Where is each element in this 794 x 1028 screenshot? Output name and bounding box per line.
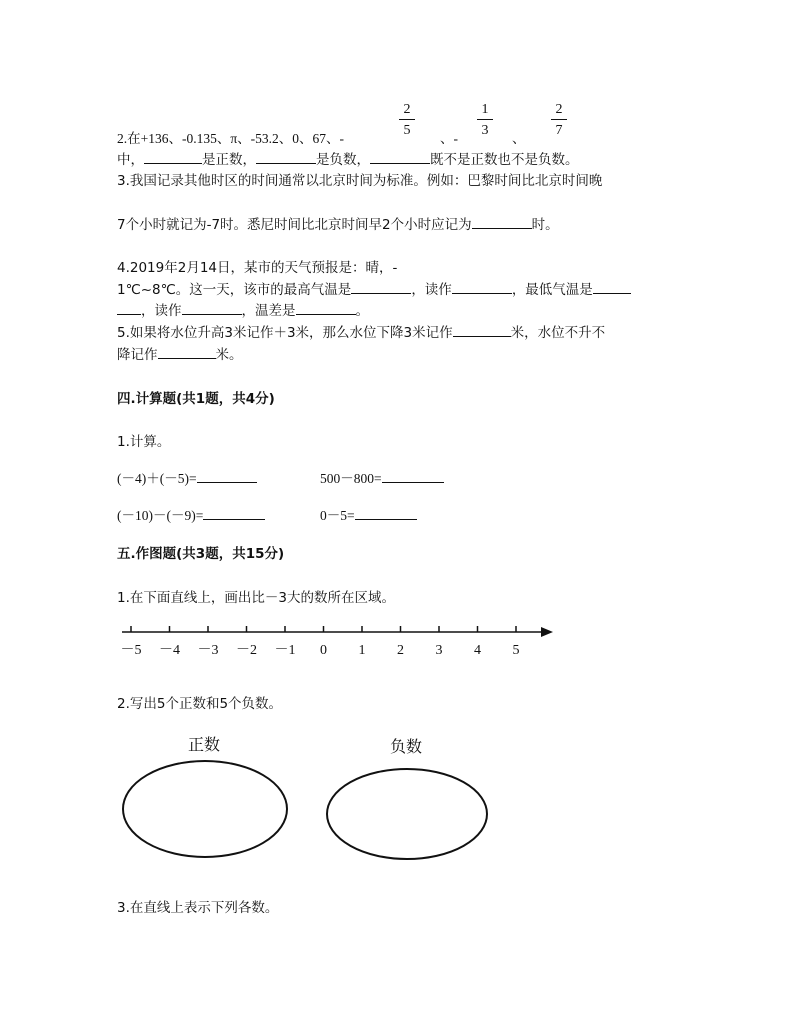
answer-blank-unchanged[interactable] — [158, 346, 216, 359]
q2-number-list: 2.在+136、-0.135、π、-53.2、0、67、- — [117, 131, 345, 146]
q3-line2 — [117, 216, 559, 234]
q2-text: 是正数， — [202, 152, 256, 168]
number-line[interactable] — [115, 620, 565, 665]
q4-text: ，读作 — [141, 303, 182, 319]
answer-blank-drop[interactable] — [453, 324, 511, 337]
positive-label: 正数 — [188, 735, 221, 754]
calc-expr-2 — [320, 470, 444, 488]
section5-q1: 1.在下面直线上，画出比－3大的数所在区域。 — [117, 590, 395, 606]
q5-line2 — [117, 346, 243, 364]
section5-heading: 五.作图题(共3题，共15分) — [117, 546, 285, 562]
number-line-tick-label: 0 — [320, 643, 327, 658]
fraction-numerator: 2 — [555, 102, 563, 117]
section4-heading: 四.计算题(共1题，共4分) — [117, 391, 275, 407]
answer-blank-low-read[interactable] — [182, 302, 242, 315]
answer-blank-sydney[interactable] — [472, 216, 532, 229]
answer-blank-calc-3[interactable] — [203, 507, 265, 520]
fraction-bar — [477, 119, 493, 120]
q4-text: 。 — [355, 303, 369, 319]
q2-sep1: 、- — [440, 131, 458, 146]
tick-group — [121, 626, 520, 658]
answer-blank-calc-4[interactable] — [355, 507, 417, 520]
answer-blank-low-temp[interactable] — [593, 281, 631, 294]
q3-text: 7个小时就记为-7时。悉尼时间比北京时间早2个小时应记为 — [117, 217, 472, 233]
number-line-tick-label: 5 — [512, 643, 520, 658]
number-line-tick-label: 2 — [397, 643, 404, 658]
q2-line1 — [117, 130, 344, 148]
expr-text: (－10)－(－9)= — [117, 508, 204, 523]
q2-sep2: 、 — [512, 131, 526, 146]
section4-q1: 1.计算。 — [117, 434, 171, 450]
fraction-denominator: 7 — [555, 123, 563, 138]
fraction-bar — [399, 119, 415, 120]
fraction-denominator: 3 — [481, 123, 489, 138]
number-line-tick-label: －3 — [197, 643, 219, 658]
q4-text: ，读作 — [411, 282, 452, 298]
number-line-tick-label: －5 — [120, 643, 142, 658]
q5-line1 — [117, 324, 605, 342]
number-line-tick-label: 3 — [435, 643, 443, 658]
fraction-numerator: 2 — [403, 102, 411, 117]
q4-text: ，最低气温是 — [511, 282, 593, 298]
answer-blank-neither[interactable] — [370, 151, 430, 164]
q4-line2 — [117, 281, 631, 299]
calc-expr-4 — [320, 507, 417, 525]
section5-q3: 3.在直线上表示下列各数。 — [117, 900, 279, 916]
number-line-tick-label: －2 — [236, 643, 257, 658]
expr-text: 500－800= — [320, 471, 382, 486]
section5-q2: 2.写出5个正数和5个负数。 — [117, 696, 283, 712]
answer-blank-calc-1[interactable] — [197, 470, 257, 483]
calc-expr-3 — [117, 507, 265, 525]
calc-expr-1 — [117, 470, 257, 488]
number-line-tick-label: －1 — [274, 643, 296, 658]
q4-text: ，温差是 — [241, 303, 296, 319]
answer-blank-temp-diff[interactable] — [296, 302, 356, 315]
q5-text: 米，水位不升不 — [510, 325, 606, 341]
fraction-denominator: 5 — [403, 123, 411, 138]
answer-blank-negative[interactable] — [256, 151, 316, 164]
negative-ellipse[interactable] — [325, 767, 495, 865]
answer-blank-low-temp-cont[interactable] — [117, 302, 141, 315]
expr-text: 0－5= — [320, 508, 355, 523]
fraction-bar — [551, 119, 567, 120]
q3-line1: 3.我国记录其他时区的时间通常以北京时间为标准。例如：巴黎时间比北京时间晚 — [117, 173, 603, 189]
q2-text: 既不是正数也不是负数。 — [430, 152, 579, 168]
number-line-tick-label: －4 — [159, 643, 180, 658]
answer-blank-high-read[interactable] — [452, 281, 512, 294]
number-line-tick-label: 4 — [474, 643, 481, 658]
arrow-right-icon — [541, 627, 553, 637]
fraction-numerator: 1 — [481, 102, 489, 117]
q2-line2 — [117, 151, 579, 169]
q2-text: 中， — [117, 152, 144, 168]
q5-text: 米。 — [215, 347, 243, 363]
positive-ellipse[interactable] — [121, 759, 291, 861]
fraction-two-fifths — [399, 102, 415, 138]
expr-text: (－4)＋(－5)= — [117, 471, 197, 486]
answer-blank-positive[interactable] — [144, 151, 202, 164]
negative-label: 负数 — [390, 737, 423, 756]
q3-text: 时。 — [531, 217, 559, 233]
q5-text: 5.如果将水位升高3米记作＋3米，那么水位下降3米记作 — [117, 325, 453, 341]
answer-blank-calc-2[interactable] — [382, 470, 444, 483]
fraction-two-sevenths — [551, 102, 567, 138]
answer-blank-high-temp[interactable] — [351, 281, 411, 294]
q2-text: 是负数， — [316, 152, 370, 168]
q4-line3 — [117, 302, 369, 320]
fraction-one-third — [477, 102, 493, 138]
q5-text: 降记作 — [117, 347, 158, 363]
q4-text: 1℃~8℃。这一天，该市的最高气温是 — [117, 282, 352, 298]
number-line-tick-label: 1 — [358, 643, 366, 658]
q4-line1: 4.2019年2月14日，某市的天气预报是：晴，- — [117, 260, 398, 276]
